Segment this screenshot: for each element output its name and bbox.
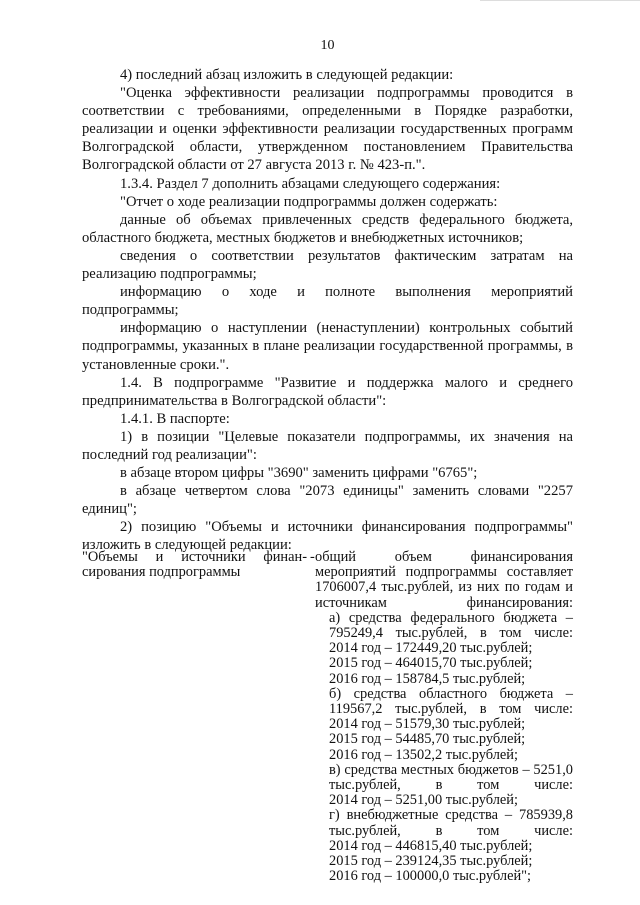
financing-value-cell: [315, 550, 573, 884]
paragraph: в абзаце четвертом слова "2073 единицы" заменить словами "2257 единиц";: [82, 483, 573, 518]
paragraph: 1.3.4. Раздел 7 дополнить абзацами следующего содержания:: [120, 175, 501, 192]
paragraph: 1.4. В подпрограмме "Развитие и поддержка малого и среднего предпринимательства в Волгоградской области":: [82, 374, 573, 409]
paragraph: сведения о соответствии результатов фактическим затратам на реализацию подпрограммы;: [82, 247, 573, 283]
top-edge-mark: [480, 0, 640, 4]
paragraph: 4) последний абзац изложить в следующей редакции:: [120, 67, 454, 83]
paragraph: "Отчет о ходе реализации подпрограммы должен содержать:: [120, 193, 498, 210]
year-line: 2016 год – 158784,5 тыс.рублей;: [329, 670, 526, 687]
cell-separator-dash: -: [310, 549, 315, 565]
paragraph: данные об объемах привлеченных средств федерального бюджета, областного бюджета, местных бюджетов и внебюджетных источников;: [82, 211, 573, 246]
paragraph: "Оценка эффективности реализации подпрограммы проводится в соответствии с требованиями, определенными в Порядке разработки, реализации и оценки эффективности реализации государственных программ Волгоградской области, утвержденном постановлением Правительства Волгоградской области от 27 августа 2013 г. № 423-п.".: [82, 85, 573, 174]
page-number: 10: [320, 38, 335, 53]
source-federal-head: а) средства федерального бюджета – 795249,4 тыс.рублей, в том числе:: [329, 609, 573, 642]
financing-label-line: сирования подпрограммы: [82, 564, 241, 581]
year-line: 2014 год – 446815,40 тыс.рублей;: [329, 837, 533, 854]
source-local-head: в) средства местных бюджетов – 5251,0 тыс.рублей, в том числе:: [329, 761, 573, 794]
paragraph: информацию о ходе и полноте выполнения мероприятий подпрограммы;: [82, 284, 573, 319]
paragraph: в абзаце втором цифры "3690" заменить цифрами "6765";: [120, 465, 478, 482]
year-line: 2014 год – 5251,00 тыс.рублей;: [329, 792, 518, 809]
document-body: [82, 66, 573, 555]
year-line: 2016 год – 13502,2 тыс.рублей;: [329, 746, 518, 763]
year-line: 2016 год – 100000,0 тыс.рублей";: [329, 868, 532, 885]
paragraph: 1) в позиции "Целевые показатели подпрограммы, их значения на последний год реализации":: [82, 428, 573, 463]
source-regional-head: б) средства областного бюджета – 119567,2 тыс.рублей, в том числе:: [329, 685, 573, 718]
paragraph: 1.4.1. В паспорте:: [120, 410, 230, 427]
paragraph: 2) позицию "Объемы и источники финансирования подпрограммы" изложить в следующей редакции:: [82, 519, 573, 554]
year-line: 2015 год – 464015,70 тыс.рублей;: [329, 655, 533, 672]
financing-label-line: "Объемы и источники финан-: [82, 549, 307, 565]
year-line: 2015 год – 54485,70 тыс.рублей;: [329, 731, 526, 748]
source-extrabudget-head: г) внебюджетные средства – 785939,8 тыс.рублей, в том числе:: [329, 807, 573, 839]
year-line: 2014 год – 51579,30 тыс.рублей;: [329, 716, 526, 733]
year-line: 2015 год – 239124,35 тыс.рублей;: [329, 853, 533, 870]
financing-label-cell: [82, 550, 307, 580]
year-line: 2014 год – 172449,20 тыс.рублей;: [329, 640, 533, 657]
financing-intro: общий объем финансирования мероприятий подпрограммы составляет 1706007,4 тыс.рублей, из них по годам и источникам финансирования:: [315, 549, 573, 611]
paragraph: информацию о наступлении (ненаступлении) контрольных событий подпрограммы, указанных в плане реализации государственной программы, в установленные сроки.".: [82, 320, 573, 373]
